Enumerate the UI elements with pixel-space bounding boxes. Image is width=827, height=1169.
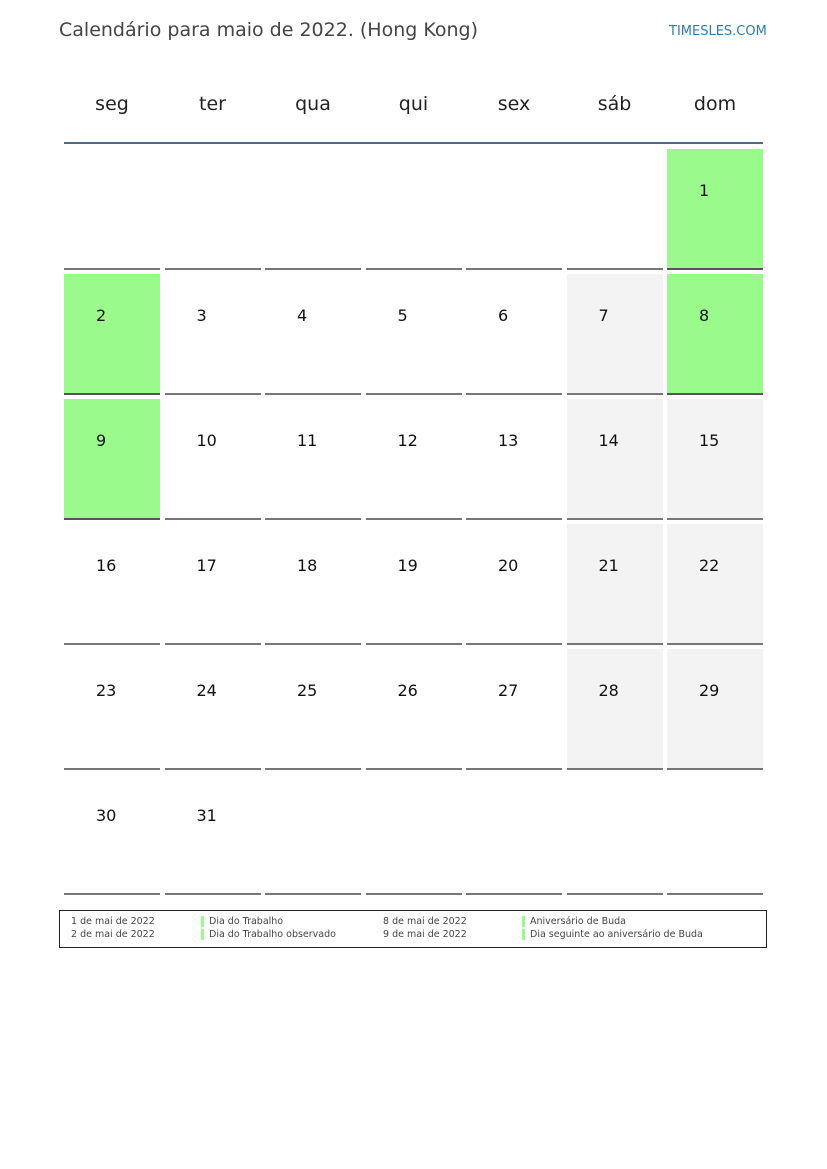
day-cell [466, 649, 562, 770]
day-number: 7 [598, 306, 609, 325]
empty-day-cell [466, 774, 562, 895]
legend-holiday-name: Dia do Trabalho observado [209, 929, 336, 940]
weekday-label: seg [95, 93, 129, 115]
legend-holiday-marker [201, 916, 204, 927]
day-number: 9 [96, 431, 107, 450]
day-number: 11 [297, 431, 318, 450]
legend-date: 2 de mai de 2022 [71, 929, 155, 940]
empty-day-cell [667, 774, 763, 895]
weekday-label: sáb [597, 93, 632, 115]
weekday-header [64, 85, 763, 125]
page-title: Calendário para maio de 2022. (Hong Kong) [59, 19, 479, 41]
day-number: 21 [598, 556, 619, 575]
day-cell [567, 524, 663, 645]
day-cell [165, 774, 261, 895]
day-number: 24 [196, 681, 217, 700]
day-number: 4 [297, 306, 308, 325]
weekday-label: ter [199, 93, 226, 115]
day-cell [366, 399, 462, 520]
day-cell [165, 524, 261, 645]
weekday-label: qua [295, 93, 331, 115]
day-cell [165, 274, 261, 395]
day-number: 3 [196, 306, 207, 325]
day-cell [366, 274, 462, 395]
day-cell [366, 649, 462, 770]
day-number: 2 [96, 306, 107, 325]
legend-holiday-name: Aniversário de Buda [530, 916, 626, 927]
legend-holiday-name: Dia seguinte ao aniversário de Buda [530, 929, 703, 940]
weekday-label: qui [398, 93, 429, 115]
day-cell [64, 274, 160, 395]
day-cell [64, 774, 160, 895]
empty-day-cell [366, 774, 462, 895]
holiday-legend [59, 910, 767, 948]
day-number: 29 [699, 681, 720, 700]
empty-day-cell [265, 774, 361, 895]
day-number: 18 [297, 556, 318, 575]
day-number: 5 [397, 306, 408, 325]
day-number: 15 [699, 431, 720, 450]
day-cell [466, 524, 562, 645]
day-cell [466, 399, 562, 520]
day-cell [265, 649, 361, 770]
weekday-label: dom [693, 93, 737, 115]
weekday-label: sex [497, 93, 531, 115]
day-cell [64, 399, 160, 520]
day-number: 16 [96, 556, 117, 575]
empty-day-cell [466, 149, 562, 270]
day-cell [165, 399, 261, 520]
legend-holiday-marker [522, 916, 525, 927]
day-number: 13 [498, 431, 519, 450]
day-number: 20 [498, 556, 519, 575]
day-cell [265, 274, 361, 395]
day-cell [667, 274, 763, 395]
empty-day-cell [567, 774, 663, 895]
legend-date: 1 de mai de 2022 [71, 916, 155, 927]
day-number: 6 [498, 306, 509, 325]
day-number: 8 [699, 306, 710, 325]
day-cell [64, 649, 160, 770]
brand-link[interactable]: TIMESLES.COM [669, 24, 767, 39]
day-number: 12 [397, 431, 418, 450]
day-cell [567, 399, 663, 520]
day-number: 19 [397, 556, 418, 575]
day-cell [165, 649, 261, 770]
legend-holiday-name: Dia do Trabalho [209, 916, 284, 927]
calendar-grid [64, 149, 763, 895]
empty-day-cell [265, 149, 361, 270]
empty-day-cell [165, 149, 261, 270]
empty-day-cell [567, 149, 663, 270]
day-number: 30 [96, 806, 117, 825]
day-number: 1 [699, 181, 710, 200]
day-cell [667, 149, 763, 270]
day-number: 31 [196, 806, 217, 825]
legend-holiday-marker [201, 929, 204, 940]
legend-date: 9 de mai de 2022 [383, 929, 467, 940]
day-cell [567, 274, 663, 395]
day-number: 26 [397, 681, 418, 700]
day-cell [265, 524, 361, 645]
day-cell [265, 399, 361, 520]
day-cell [64, 524, 160, 645]
empty-day-cell [64, 149, 160, 270]
legend-date: 8 de mai de 2022 [383, 916, 467, 927]
day-number: 23 [96, 681, 117, 700]
legend-holiday-marker [522, 929, 525, 940]
day-number: 25 [297, 681, 318, 700]
header-divider [64, 142, 763, 144]
day-number: 14 [598, 431, 619, 450]
day-number: 28 [598, 681, 619, 700]
day-cell [567, 649, 663, 770]
day-cell [667, 649, 763, 770]
empty-day-cell [366, 149, 462, 270]
day-cell [667, 524, 763, 645]
day-number: 17 [196, 556, 217, 575]
day-cell [466, 274, 562, 395]
day-number: 22 [699, 556, 720, 575]
day-number: 10 [196, 431, 217, 450]
day-cell [667, 399, 763, 520]
day-number: 27 [498, 681, 519, 700]
day-cell [366, 524, 462, 645]
